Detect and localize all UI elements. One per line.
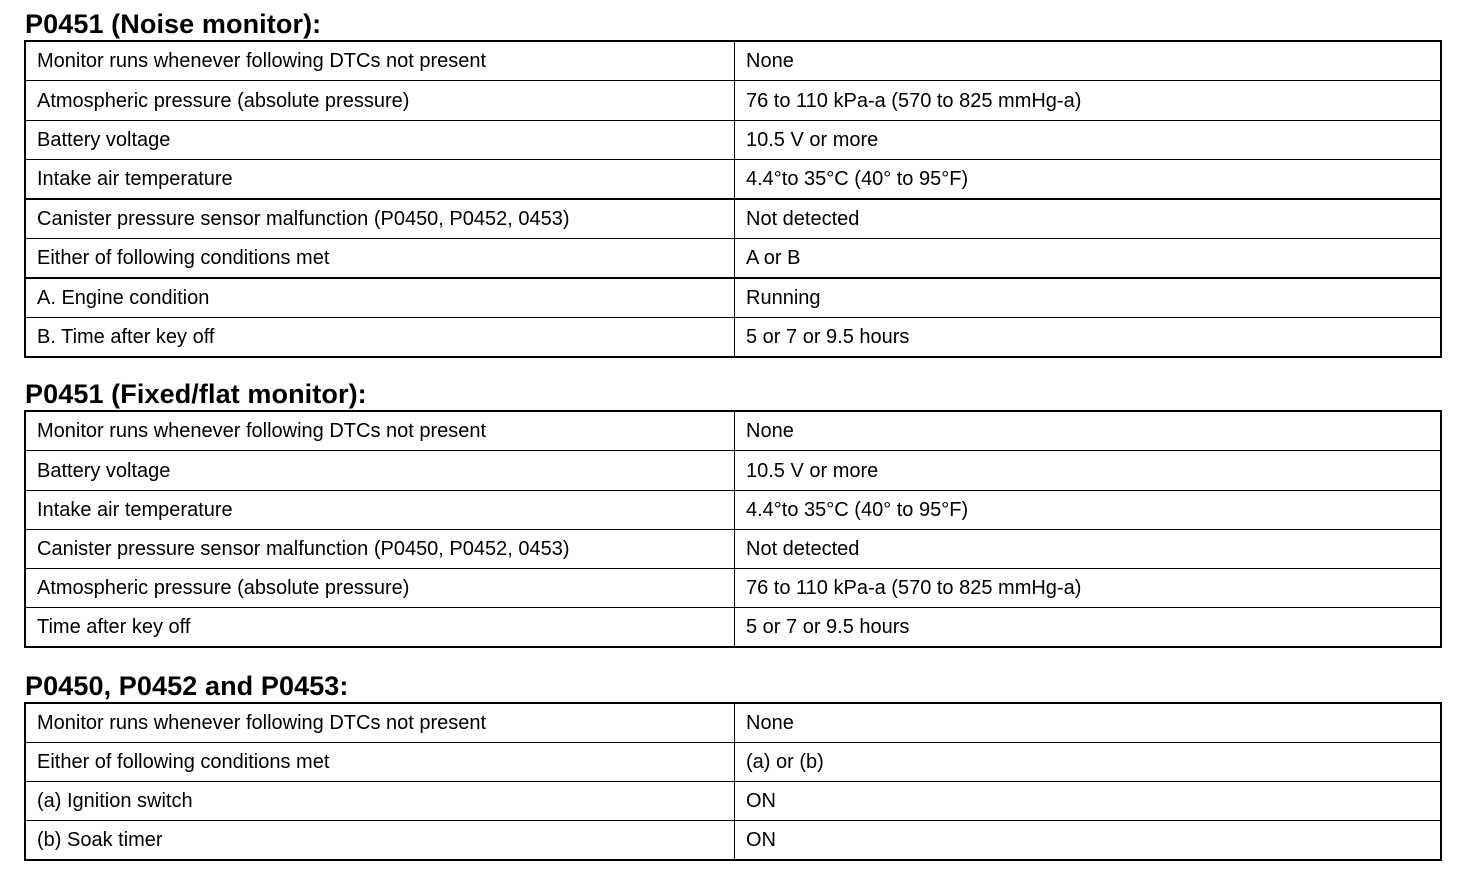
value-cell: None: [735, 411, 1442, 451]
table-row: [25, 451, 1441, 491]
condition-cell: Monitor runs whenever following DTCs not present: [25, 703, 735, 743]
value-cell: 5 or 7 or 9.5 hours: [735, 608, 1442, 648]
condition-cell: Intake air temperature: [25, 160, 735, 200]
conditions-table: [24, 410, 1442, 648]
table-row: [25, 703, 1441, 743]
condition-cell: A. Engine condition: [25, 278, 735, 318]
table-row: [25, 199, 1441, 239]
condition-cell: Atmospheric pressure (absolute pressure): [25, 569, 735, 608]
condition-cell: B. Time after key off: [25, 318, 735, 358]
table-row: [25, 318, 1441, 358]
condition-cell: (a) Ignition switch: [25, 782, 735, 821]
value-cell: 4.4°to 35°C (40° to 95°F): [735, 491, 1442, 530]
value-cell: 10.5 V or more: [735, 121, 1442, 160]
table-row: [25, 278, 1441, 318]
table-row: [25, 782, 1441, 821]
condition-cell: Atmospheric pressure (absolute pressure): [25, 81, 735, 121]
table-row: [25, 821, 1441, 861]
table-row: [25, 121, 1441, 160]
table-row: [25, 160, 1441, 200]
value-cell: 10.5 V or more: [735, 451, 1442, 491]
conditions-table: [24, 702, 1442, 861]
condition-cell: Canister pressure sensor malfunction (P0450, P0452, 0453): [25, 530, 735, 569]
value-cell: None: [735, 703, 1442, 743]
section-noise-monitor: [24, 8, 1442, 358]
value-cell: Not detected: [735, 199, 1442, 239]
value-cell: ON: [735, 782, 1442, 821]
value-cell: None: [735, 41, 1442, 81]
value-cell: Running: [735, 278, 1442, 318]
table-row: [25, 239, 1441, 279]
table-row: [25, 411, 1441, 451]
value-cell: 4.4°to 35°C (40° to 95°F): [735, 160, 1442, 200]
condition-cell: Intake air temperature: [25, 491, 735, 530]
table-row: [25, 569, 1441, 608]
condition-cell: Canister pressure sensor malfunction (P0450, P0452, 0453): [25, 199, 735, 239]
value-cell: Not detected: [735, 530, 1442, 569]
table-row: [25, 491, 1441, 530]
table-row: [25, 743, 1441, 782]
value-cell: 5 or 7 or 9.5 hours: [735, 318, 1442, 358]
condition-cell: Battery voltage: [25, 451, 735, 491]
table-row: [25, 81, 1441, 121]
value-cell: (a) or (b): [735, 743, 1442, 782]
section-title: P0451 (Noise monitor):: [25, 9, 322, 39]
condition-cell: Time after key off: [25, 608, 735, 648]
conditions-table: [24, 40, 1442, 358]
condition-cell: Monitor runs whenever following DTCs not present: [25, 41, 735, 81]
table-row: [25, 530, 1441, 569]
value-cell: ON: [735, 821, 1442, 861]
condition-cell: Battery voltage: [25, 121, 735, 160]
value-cell: A or B: [735, 239, 1442, 279]
table-row: [25, 608, 1441, 648]
condition-cell: (b) Soak timer: [25, 821, 735, 861]
value-cell: 76 to 110 kPa-a (570 to 825 mmHg-a): [735, 569, 1442, 608]
table-row: [25, 41, 1441, 81]
condition-cell: Either of following conditions met: [25, 239, 735, 279]
value-cell: 76 to 110 kPa-a (570 to 825 mmHg-a): [735, 81, 1442, 121]
condition-cell: Either of following conditions met: [25, 743, 735, 782]
section-p0450-p0452-p0453: [24, 670, 1442, 861]
section-fixed-flat-monitor: [24, 378, 1442, 648]
section-title: P0450, P0452 and P0453:: [25, 671, 349, 701]
condition-cell: Monitor runs whenever following DTCs not present: [25, 411, 735, 451]
section-title: P0451 (Fixed/flat monitor):: [25, 379, 367, 409]
